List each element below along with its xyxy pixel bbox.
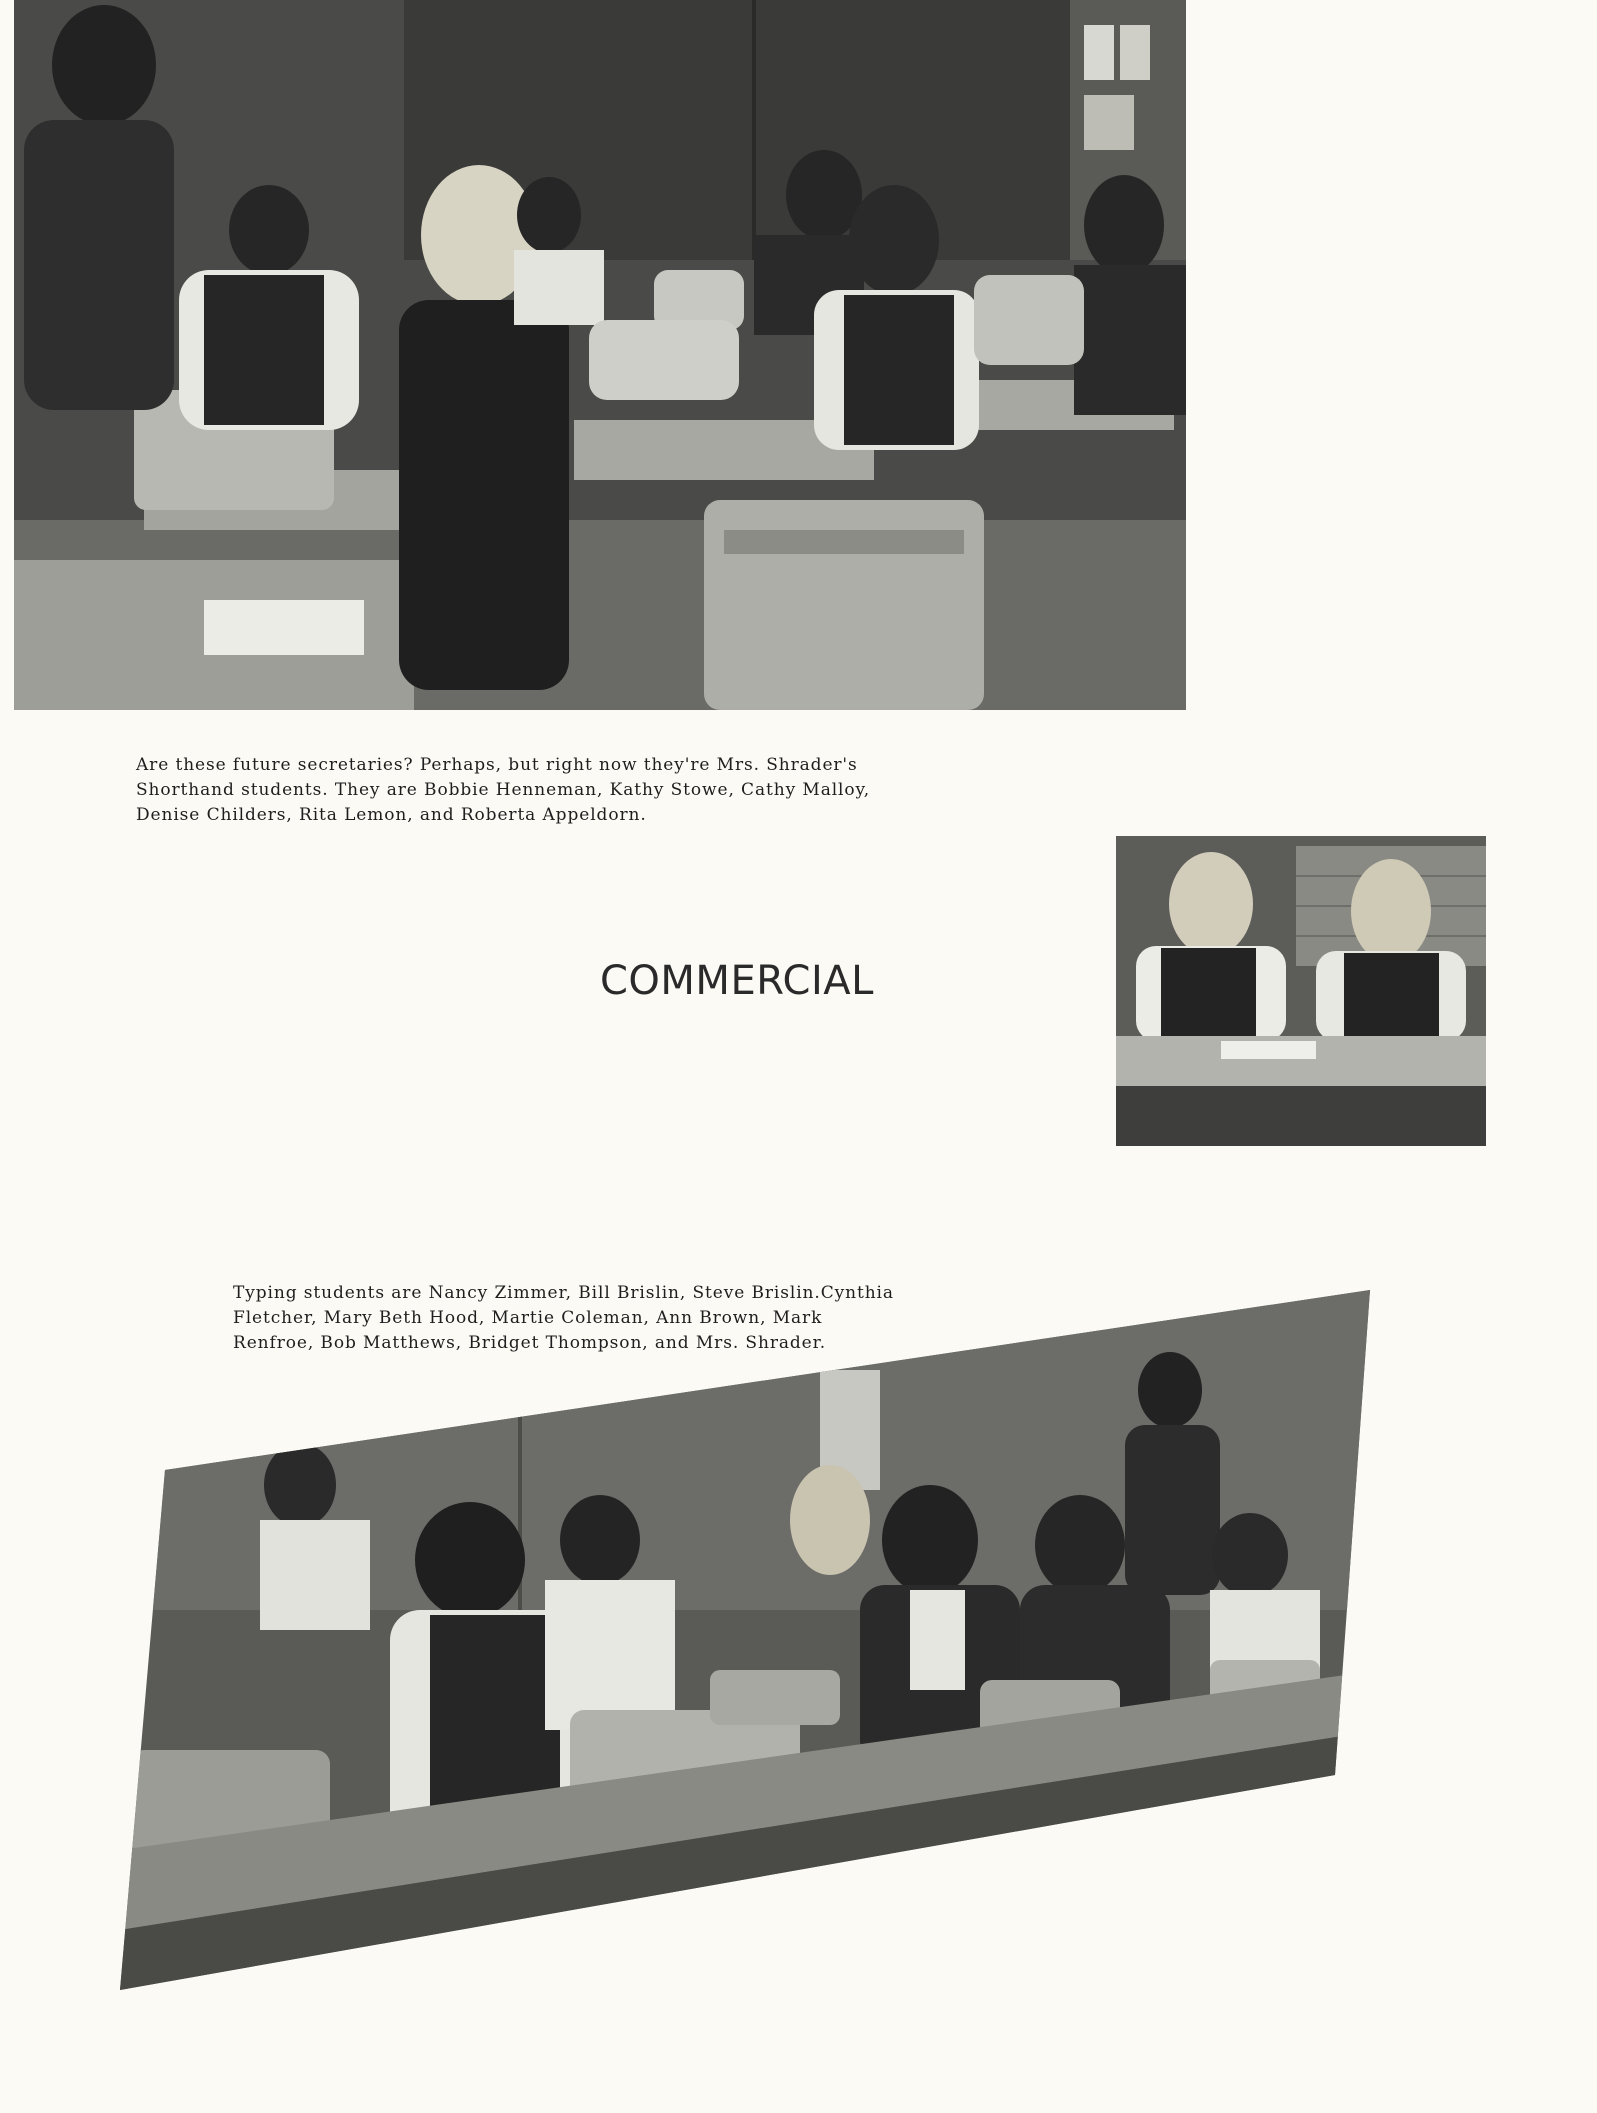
two-students-writing-photo-icon [1116,836,1486,1146]
typing-caption-line-1: Typing students are Nancy Zimmer, Bill Brislin, Steve Brislin.Cynthia [233,1283,894,1303]
section-title: COMMERCIAL [600,958,874,1004]
shorthand-caption [136,753,870,828]
shorthand-caption-line-3: Denise Childers, Rita Lemon, and Roberta Appeldorn. [136,805,647,825]
shorthand-class-photo [14,0,1186,710]
shorthand-caption-line-2: Shorthand students. They are Bobbie Henneman, Kathy Stowe, Cathy Malloy, [136,780,871,800]
typing-caption-line-3: Renfroe, Bob Matthews, Bridget Thompson, and Mrs. Shrader. [233,1333,827,1353]
two-students-photo [1116,836,1486,1146]
classroom-shorthand-photo-icon [14,0,1186,710]
typing-class-photo [120,1290,1380,1990]
typing-caption-line-2: Fletcher, Mary Beth Hood, Martie Coleman, Ann Brown, Mark [233,1308,823,1328]
typing-class-photo-icon [120,1290,1380,1990]
shorthand-caption-line-1: Are these future secretaries? Perhaps, but right now they're Mrs. Shrader's [136,755,858,775]
